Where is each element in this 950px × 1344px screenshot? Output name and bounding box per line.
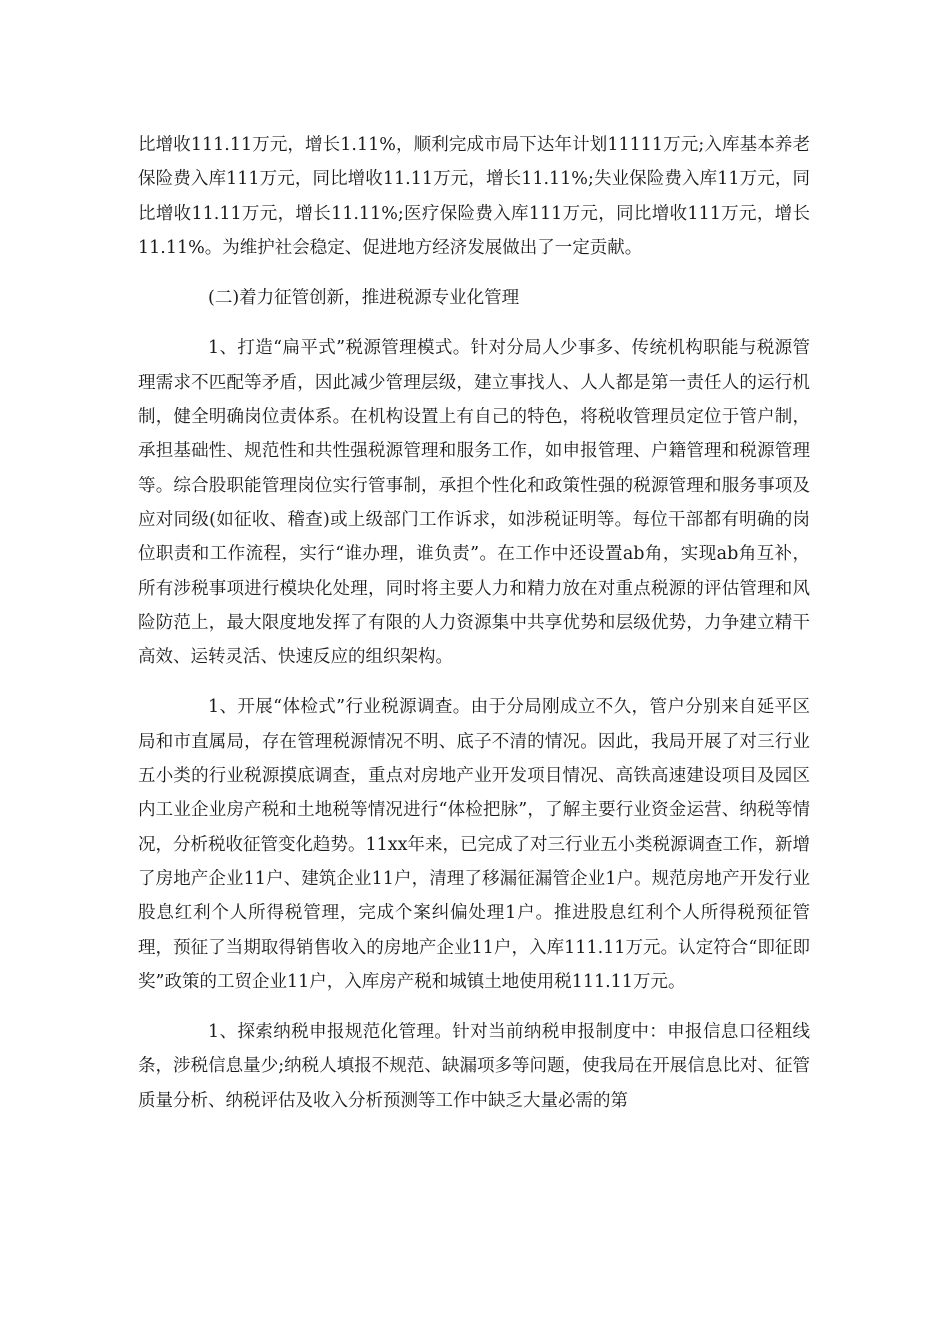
paragraph-5: 1、探索纳税申报规范化管理。针对当前纳税申报制度中：申报信息口径粗线条，涉税信息量少;纳税人填报不规范、缺漏项多等问题，使我局在开展信息比对、征管质量分析、纳税评估及收入分析预测等工作中缺乏大量必需的第 bbox=[138, 1022, 810, 1111]
paragraph-1: 比增收111.11万元，增长1.11%，顺利完成市局下达年计划11111万元;入库基本养老保险费入库111万元，同比增收11.11万元，增长11.11%;失业保险费入库11万元，同比增收11.11万元，增长11.11%;医疗保险费入库111万元，同比增收111万元，增长11.11%。为维护社会稳定、促进地方经济发展做出了一定贡献。 bbox=[138, 135, 810, 258]
document-page bbox=[138, 128, 810, 1118]
paragraph-4: 1、开展“体检式”行业税源调查。由于分局刚成立不久，管户分别来自延平区局和市直属局，存在管理税源情况不明、底子不清的情况。因此，我局开展了对三行业五小类的行业税源摸底调查，重点对房地产业开发项目情况、高铁高速建设项目及园区内工业企业房产税和土地税等情况进行“体检把脉”，了解主要行业资金运营、纳税等情况，分析税收征管变化趋势。11xx年来，已完成了对三行业五小类税源调查工作，新增了房地产企业11户、建筑企业11户，清理了移漏征漏管企业1户。规范房地产开发行业股息红利个人所得税管理，完成个案纠偏处理1户。推进股息红利个人所得税预征管理，预征了当期取得销售收入的房地产企业11户，入库111.11万元。认定符合“即征即奖”政策的工贸企业11户，入库房产税和城镇土地使用税111.11万元。 bbox=[138, 697, 811, 992]
paragraph-3: 1、打造“扁平式”税源管理模式。针对分局人少事多、传统机构职能与税源管理需求不匹配等矛盾，因此减少管理层级，建立事找人、人人都是第一责任人的运行机制，健全明确岗位责体系。在机构设置上有自己的特色，将税收管理员定位于管户制，承担基础性、规范性和共性强税源管理和服务工作，如申报管理、户籍管理和税源管理等。综合股职能管理岗位实行管事制，承担个性化和政策性强的税源管理和服务事项及应对同级(如征收、稽查)或上级部门工作诉求，如涉税证明等。每位干部都有明确的岗位职责和工作流程，实行“谁办理，谁负责”。在工作中还设置ab角，实现ab角互补，所有涉税事项进行模块化处理，同时将主要人力和精力放在对重点税源的评估管理和风险防范上，最大限度地发挥了有限的人力资源集中共享优势和层级优势，力争建立精干高效、运转灵活、快速反应的组织架构。 bbox=[138, 338, 810, 668]
section-heading: (二)着力征管创新，推进税源专业化管理 bbox=[208, 288, 520, 309]
